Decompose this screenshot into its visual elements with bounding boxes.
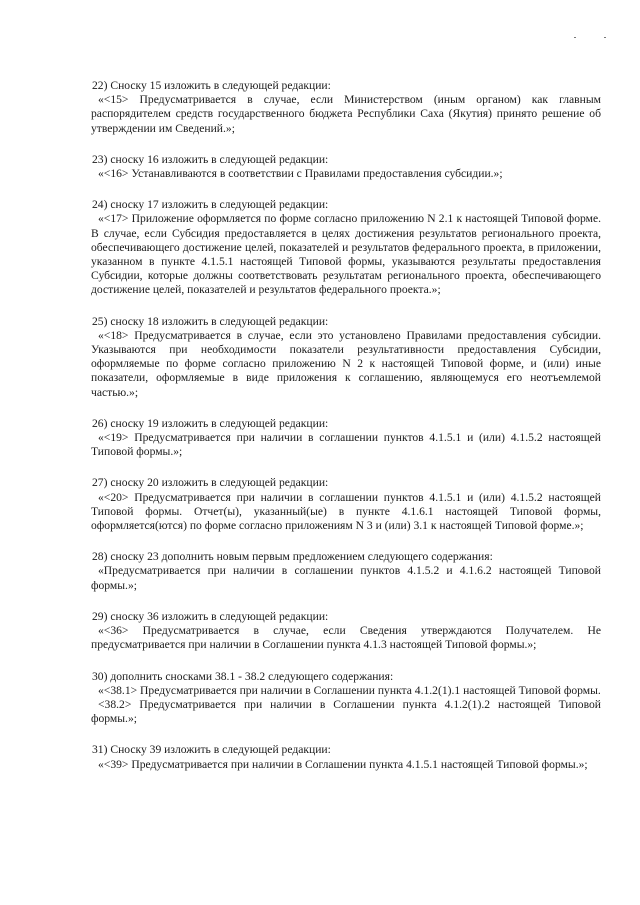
footnote-text: «<15> Предусматривается в случае, если Министерством (иным органом) как главным распорядителем средств государственного бюджета Республики Саха (Якутия) принято решение об утверждении им Сведений.»;	[91, 93, 601, 135]
amendment-item	[91, 153, 601, 181]
amendment-heading: 31) Сноску 39 изложить в следующей редакции:	[92, 743, 331, 757]
footnote-text: «<18> Предусматривается в случае, если это установлено Правилами предоставления субсидии. Указываются при необходимости показатели результативности предоставления Субсидии, оформляемые по форме согласно приложению N 2 к настоящей Типовой форме, и (или) иные показатели, оформляемые в виде приложения к соглашению, являющемуся его неотъемлемой частью.»;	[91, 328, 601, 399]
scan-speck	[574, 37, 576, 38]
footnote-text: «<19> Предусматривается при наличии в соглашении пунктов 4.1.5.1 и (или) 4.1.5.2 настоящей Типовой формы.»;	[91, 431, 601, 459]
amendment-item	[91, 550, 601, 593]
footnote-text: «<17> Приложение оформляется по форме согласно приложению N 2.1 к настоящей Типовой форме. В случае, если Субсидия предоставляется в целях достижения результатов регионального проекта, обеспечивающего достижение целей, показателей и результатов федерального проекта, в приложении, указанном в пункте 4.1.5.1 настоящей Типовой формы, указываются результаты предоставления Субсидии, которые должны соответствовать результатам регионального проекта, обеспечивающего достижение целей, показателей и результатов федерального проекта.»;	[91, 212, 601, 297]
amendment-heading: 22) Сноску 15 изложить в следующей редакции:	[92, 79, 331, 92]
amendment-heading: 24) сноску 17 изложить в следующей редакции:	[92, 198, 329, 212]
amendment-heading: 30) дополнить сносками 38.1 - 38.2 следующего содержания:	[92, 669, 394, 683]
amendment-heading: 26) сноску 19 изложить в следующей редакции:	[92, 416, 329, 430]
amendment-item	[91, 610, 601, 653]
amendment-heading: 27) сноску 20 изложить в следующей редакции:	[92, 476, 329, 490]
amendment-item	[91, 476, 601, 533]
scan-speck	[604, 37, 606, 38]
amendment-item	[91, 670, 601, 727]
footnote-text: «<20> Предусматривается при наличии в соглашении пунктов 4.1.5.1 и (или) 4.1.5.2 настоящей Типовой формы. Отчет(ы), указанный(ые) в пункте 4.1.6.1 настоящей Типовой формы, оформляется(ются) по форме согласно приложениям N 3 и (или) 3.1 к настоящей Типовой форме.»;	[91, 490, 601, 533]
amendment-heading: 28) сноску 23 дополнить новым первым предложением следующего содержания:	[92, 550, 493, 564]
footnote-text: «<38.1> Предусматривается при наличии в Соглашении пункта 4.1.2(1).1 настоящей Типовой формы.	[98, 683, 601, 697]
amendment-heading: 25) сноску 18 изложить в следующей редакции:	[92, 314, 329, 328]
footnote-text: «<39> Предусматривается при наличии в Соглашении пункта 4.1.5.1 настоящей Типовой формы.»;	[98, 757, 588, 771]
amendment-item	[91, 79, 601, 136]
amendment-heading: 29) сноску 36 изложить в следующей редакции:	[92, 609, 329, 623]
amendment-item	[91, 198, 601, 297]
footnote-text: «Предусматривается при наличии в соглашении пунктов 4.1.5.2 и 4.1.6.2 настоящей Типовой формы.»;	[91, 564, 601, 592]
amendment-item	[91, 417, 601, 460]
footnote-text: «<36> Предусматривается в случае, если Сведения утверждаются Получателем. Не предусматривается при наличии в Соглашении пункта 4.1.3 настоящей Типовой формы.»;	[91, 624, 601, 652]
footnote-text: <38.2> Предусматривается при наличии в Соглашении пункта 4.1.2(1).2 настоящей Типовой формы.»;	[91, 697, 601, 726]
amendment-item	[91, 743, 601, 771]
amendment-heading: 23) сноску 16 изложить в следующей редакции:	[92, 152, 329, 166]
footnote-text: «<16> Устанавливаются в соответствии с Правилами предоставления субсидии.»;	[98, 167, 503, 181]
document-body	[91, 79, 601, 789]
amendment-item	[91, 315, 601, 400]
